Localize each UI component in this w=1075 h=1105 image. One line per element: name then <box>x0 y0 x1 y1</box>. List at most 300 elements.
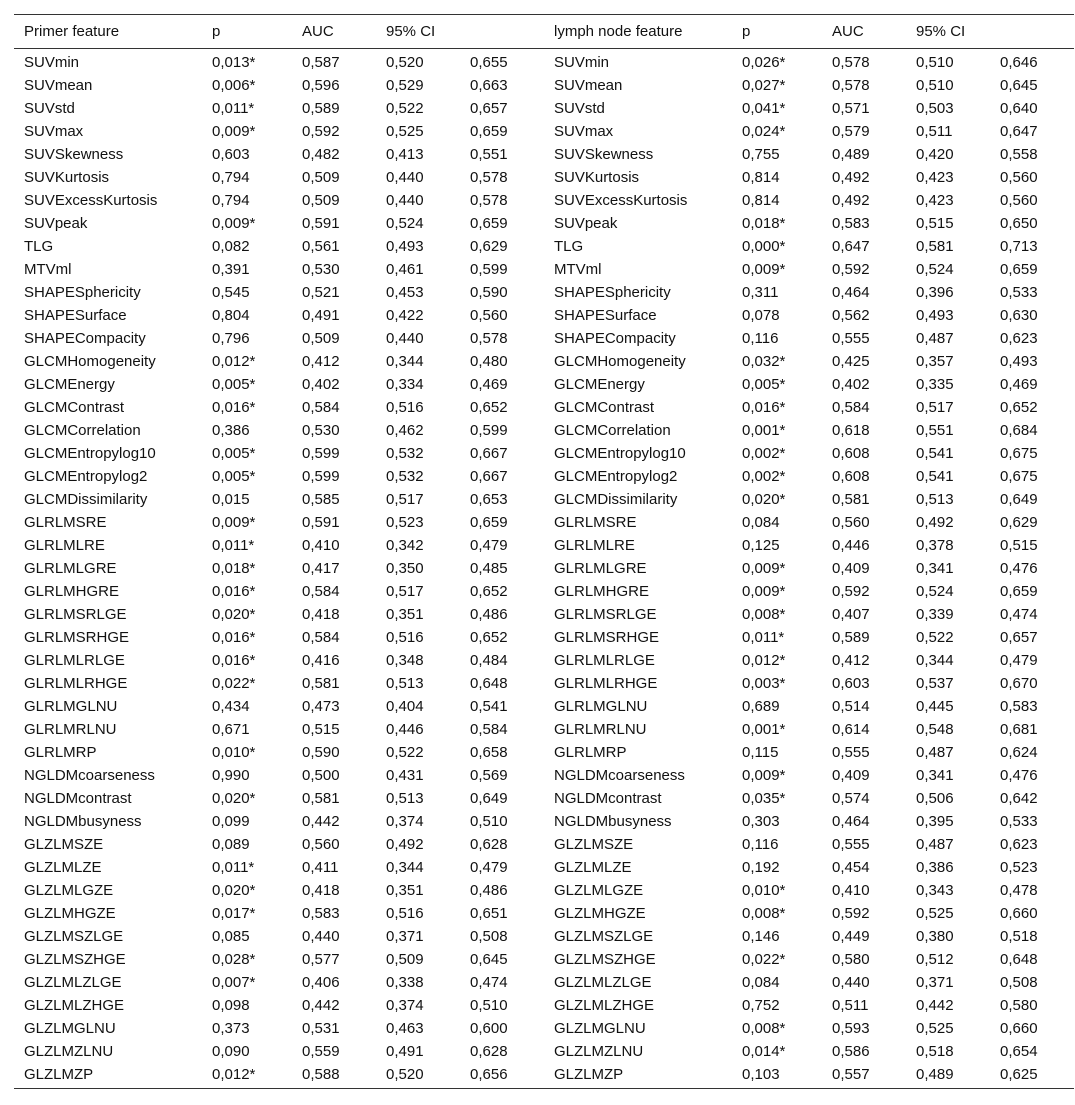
cell-lymph-p: 0,002* <box>742 468 786 485</box>
cell-lymph-ci-lower: 0,541 <box>916 445 954 462</box>
cell-primer-feature: GLZLMLZLGE <box>24 974 122 991</box>
cell-lymph-auc: 0,608 <box>832 468 870 485</box>
table-row <box>14 120 1074 143</box>
cell-lymph-ci-lower: 0,395 <box>916 813 954 830</box>
cell-lymph-ci-upper: 0,493 <box>1000 353 1038 370</box>
cell-primer-p: 0,020* <box>212 606 256 623</box>
table-row <box>14 810 1074 833</box>
cell-lymph-feature: SHAPECompacity <box>554 330 676 347</box>
cell-lymph-feature: SHAPESurface <box>554 307 657 324</box>
cell-lymph-auc: 0,410 <box>832 882 870 899</box>
cell-primer-p: 0,011* <box>212 537 255 554</box>
cell-primer-p: 0,011* <box>212 859 255 876</box>
cell-lymph-ci-upper: 0,652 <box>1000 399 1038 416</box>
cell-primer-auc: 0,599 <box>302 445 340 462</box>
cell-lymph-p: 0,003* <box>742 675 786 692</box>
cell-primer-feature: GLZLMZLNU <box>24 1043 114 1060</box>
cell-primer-auc: 0,402 <box>302 376 340 393</box>
header-lymph-ci: 95% CI <box>906 15 990 49</box>
cell-lymph-auc: 0,571 <box>832 100 870 117</box>
cell-primer-ci-lower: 0,516 <box>386 629 424 646</box>
cell-primer-p: 0,022* <box>212 675 256 692</box>
cell-primer-p: 0,796 <box>212 330 250 347</box>
cell-primer-p: 0,005* <box>212 468 256 485</box>
cell-primer-ci-lower: 0,440 <box>386 192 424 209</box>
cell-lymph-auc: 0,425 <box>832 353 870 370</box>
cell-primer-ci-lower: 0,422 <box>386 307 424 324</box>
cell-primer-feature: GLZLMSZE <box>24 836 104 853</box>
cell-primer-feature: GLRLMLRE <box>24 537 105 554</box>
cell-primer-ci-lower: 0,517 <box>386 491 424 508</box>
cell-lymph-ci-upper: 0,647 <box>1000 123 1038 140</box>
cell-primer-auc: 0,416 <box>302 652 340 669</box>
cell-lymph-ci-upper: 0,583 <box>1000 698 1038 715</box>
cell-primer-feature: SUVmean <box>24 77 93 94</box>
header-primer-p: p <box>202 15 292 49</box>
cell-lymph-ci-lower: 0,341 <box>916 767 954 784</box>
cell-lymph-feature: GLZLMLZLGE <box>554 974 652 991</box>
cell-lymph-p: 0,116 <box>742 330 779 347</box>
table-body <box>14 49 1074 1089</box>
cell-lymph-auc: 0,574 <box>832 790 870 807</box>
cell-lymph-feature: NGLDMcoarseness <box>554 767 685 784</box>
cell-primer-ci-lower: 0,334 <box>386 376 424 393</box>
cell-primer-ci-lower: 0,440 <box>386 330 424 347</box>
cell-primer-ci-upper: 0,656 <box>460 1063 544 1089</box>
table-row <box>14 764 1074 787</box>
cell-lymph-feature: GLZLMSZLGE <box>554 928 654 945</box>
cell-primer-ci-upper: 0,590 <box>470 284 508 301</box>
table-row <box>14 856 1074 879</box>
cell-primer-p: 0,012* <box>212 353 256 370</box>
cell-primer-p: 0,434 <box>212 698 250 715</box>
cell-primer-ci-upper: 0,663 <box>470 77 508 94</box>
cell-lymph-p: 0,084 <box>742 514 780 531</box>
cell-lymph-auc: 0,514 <box>832 698 870 715</box>
cell-lymph-p: 0,303 <box>742 813 780 830</box>
cell-lymph-auc: 0,454 <box>832 859 870 876</box>
cell-primer-ci-upper: 0,659 <box>470 123 508 140</box>
cell-lymph-auc: 0,603 <box>832 675 870 692</box>
cell-lymph-p: 0,078 <box>742 307 780 324</box>
cell-primer-feature: SHAPESphericity <box>24 284 141 301</box>
table-row <box>14 879 1074 902</box>
cell-primer-auc: 0,584 <box>302 629 340 646</box>
cell-lymph-feature: GLCMHomogeneity <box>554 353 686 370</box>
cell-lymph-feature: SHAPESphericity <box>554 284 671 301</box>
cell-lymph-ci-upper: 0,645 <box>1000 77 1038 94</box>
table-row <box>14 304 1074 327</box>
cell-lymph-auc: 0,583 <box>832 215 870 232</box>
cell-primer-ci-lower: 0,532 <box>386 468 424 485</box>
cell-lymph-auc: 0,555 <box>832 744 870 761</box>
cell-lymph-ci-lower: 0,493 <box>916 307 954 324</box>
cell-lymph-auc: 0,560 <box>832 514 870 531</box>
cell-lymph-feature: GLRLMGLNU <box>554 698 648 715</box>
cell-lymph-ci-lower: 0,386 <box>916 859 954 876</box>
cell-lymph-p: 0,311 <box>742 284 779 301</box>
table-row <box>14 327 1074 350</box>
cell-primer-ci-upper: 0,560 <box>470 307 508 324</box>
table-row <box>14 534 1074 557</box>
cell-primer-ci-upper: 0,628 <box>470 836 508 853</box>
cell-primer-p: 0,013* <box>212 54 256 71</box>
cell-primer-p: 0,794 <box>212 192 250 209</box>
cell-lymph-feature: GLZLMGLNU <box>554 1020 646 1037</box>
cell-lymph-ci-lower: 0,335 <box>916 376 954 393</box>
cell-primer-feature: GLZLMZP <box>14 1063 202 1089</box>
cell-primer-ci-upper: 0,486 <box>470 606 508 623</box>
cell-primer-ci-upper: 0,667 <box>470 468 508 485</box>
cell-primer-feature: MTVml <box>24 261 72 278</box>
cell-primer-auc: 0,412 <box>302 353 340 370</box>
cell-lymph-feature: GLRLMLRHGE <box>554 675 658 692</box>
cell-primer-ci-upper: 0,508 <box>470 928 508 945</box>
cell-lymph-feature: SUVstd <box>554 100 605 117</box>
cell-lymph-feature: GLRLMLRE <box>554 537 635 554</box>
cell-primer-p: 0,009* <box>212 215 256 232</box>
table-row <box>14 580 1074 603</box>
cell-primer-auc: 0,561 <box>302 238 340 255</box>
cell-primer-feature: TLG <box>24 238 54 255</box>
cell-primer-auc: 0,473 <box>302 698 340 715</box>
cell-lymph-auc: 0,618 <box>832 422 870 439</box>
cell-lymph-ci-lower: 0,510 <box>916 77 954 94</box>
cell-primer-p: 0,804 <box>212 307 250 324</box>
cell-lymph-ci-lower: 0,515 <box>916 215 954 232</box>
cell-primer-ci-lower: 0,529 <box>386 77 424 94</box>
cell-primer-auc: 0,509 <box>302 330 340 347</box>
cell-primer-ci-lower: 0,446 <box>386 721 424 738</box>
cell-lymph-p: 0,009* <box>742 560 786 577</box>
cell-primer-auc: 0,560 <box>302 836 340 853</box>
cell-lymph-ci-lower: 0,489 <box>906 1063 990 1089</box>
cell-primer-feature: GLCMCorrelation <box>24 422 141 439</box>
table-row <box>14 603 1074 626</box>
cell-lymph-p: 0,192 <box>742 859 780 876</box>
cell-primer-ci-lower: 0,413 <box>386 146 424 163</box>
cell-primer-ci-lower: 0,523 <box>386 514 424 531</box>
cell-lymph-p: 0,041* <box>742 100 786 117</box>
cell-primer-p: 0,016* <box>212 652 256 669</box>
cell-lymph-p: 0,012* <box>742 652 786 669</box>
cell-primer-ci-upper: 0,469 <box>470 376 508 393</box>
cell-primer-ci-upper: 0,652 <box>470 583 508 600</box>
cell-lymph-p: 0,016* <box>742 399 786 416</box>
cell-primer-ci-upper: 0,658 <box>470 744 508 761</box>
cell-primer-p: 0,028* <box>212 951 256 968</box>
cell-lymph-auc: 0,592 <box>832 261 870 278</box>
cell-lymph-p: 0,000* <box>742 238 786 255</box>
header-lymph-feature: lymph node feature <box>544 15 732 49</box>
cell-primer-p: 0,085 <box>212 928 250 945</box>
cell-lymph-auc: 0,592 <box>832 905 870 922</box>
cell-primer-ci-lower: 0,525 <box>386 123 424 140</box>
cell-primer-p: 0,016* <box>212 399 256 416</box>
cell-lymph-ci-upper: 0,474 <box>1000 606 1038 623</box>
cell-primer-p: 0,794 <box>212 169 250 186</box>
table-row <box>14 49 1074 75</box>
cell-lymph-ci-upper: 0,515 <box>1000 537 1038 554</box>
cell-lymph-ci-upper: 0,533 <box>1000 284 1038 301</box>
table-row <box>14 419 1074 442</box>
cell-primer-ci-upper: 0,578 <box>470 169 508 186</box>
cell-lymph-p: 0,755 <box>742 146 780 163</box>
cell-lymph-ci-lower: 0,423 <box>916 192 954 209</box>
cell-lymph-p: 0,027* <box>742 77 786 94</box>
cell-primer-p: 0,671 <box>212 721 250 738</box>
cell-lymph-auc: 0,440 <box>832 974 870 991</box>
cell-lymph-feature: GLCMEnergy <box>554 376 645 393</box>
table-row <box>14 373 1074 396</box>
cell-lymph-ci-lower: 0,339 <box>916 606 954 623</box>
cell-primer-auc: 0,587 <box>302 54 340 71</box>
table-row <box>14 1017 1074 1040</box>
cell-primer-auc: 0,585 <box>302 491 340 508</box>
cell-primer-p: 0,082 <box>212 238 250 255</box>
cell-lymph-ci-upper: 0,681 <box>1000 721 1038 738</box>
cell-primer-auc: 0,491 <box>302 307 340 324</box>
cell-lymph-ci-lower: 0,442 <box>916 997 954 1014</box>
cell-primer-ci-upper: 0,510 <box>470 997 508 1014</box>
cell-lymph-feature: NGLDMcontrast <box>554 790 662 807</box>
cell-lymph-ci-upper: 0,476 <box>1000 767 1038 784</box>
cell-lymph-auc: 0,580 <box>832 951 870 968</box>
cell-lymph-p: 0,146 <box>742 928 780 945</box>
cell-primer-ci-upper: 0,569 <box>470 767 508 784</box>
cell-lymph-feature: GLRLMLRLGE <box>554 652 655 669</box>
cell-primer-ci-upper: 0,510 <box>470 813 508 830</box>
table-row <box>14 488 1074 511</box>
cell-primer-ci-upper: 0,648 <box>470 675 508 692</box>
cell-primer-auc: 0,500 <box>302 767 340 784</box>
cell-lymph-feature: GLZLMZLNU <box>554 1043 644 1060</box>
cell-lymph-auc: 0,402 <box>832 376 870 393</box>
cell-primer-ci-lower: 0,431 <box>386 767 424 784</box>
cell-lymph-ci-lower: 0,420 <box>916 146 954 163</box>
cell-lymph-ci-upper: 0,629 <box>1000 514 1038 531</box>
cell-lymph-feature: GLZLMLGZE <box>554 882 644 899</box>
cell-primer-feature: GLRLMRP <box>24 744 97 761</box>
cell-lymph-auc: 0,593 <box>832 1020 870 1037</box>
cell-primer-feature: SHAPESurface <box>24 307 127 324</box>
cell-lymph-feature: GLCMDissimilarity <box>554 491 678 508</box>
cell-lymph-feature: GLCMContrast <box>554 399 655 416</box>
cell-primer-ci-upper: 0,480 <box>470 353 508 370</box>
cell-lymph-ci-upper: 0,518 <box>1000 928 1038 945</box>
cell-lymph-feature: SUVpeak <box>554 215 618 232</box>
cell-primer-ci-upper: 0,541 <box>470 698 508 715</box>
cell-primer-ci-lower: 0,513 <box>386 790 424 807</box>
cell-lymph-feature: GLRLMSRLGE <box>554 606 657 623</box>
cell-lymph-auc: 0,589 <box>832 629 870 646</box>
cell-lymph-feature: SUVmin <box>554 54 610 71</box>
cell-lymph-p: 0,009* <box>742 583 786 600</box>
cell-lymph-ci-upper: 0,523 <box>1000 859 1038 876</box>
cell-primer-auc: 0,599 <box>302 468 340 485</box>
cell-lymph-auc: 0,584 <box>832 399 870 416</box>
cell-primer-p: 0,009* <box>212 123 256 140</box>
cell-lymph-auc: 0,409 <box>832 767 870 784</box>
cell-lymph-ci-upper: 0,659 <box>1000 583 1038 600</box>
cell-lymph-auc: 0,511 <box>832 997 869 1014</box>
cell-primer-auc: 0,592 <box>302 123 340 140</box>
cell-primer-feature: NGLDMcontrast <box>24 790 132 807</box>
cell-lymph-ci-upper: 0,624 <box>1000 744 1038 761</box>
cell-primer-ci-lower: 0,350 <box>386 560 424 577</box>
cell-lymph-auc: 0,608 <box>832 445 870 462</box>
cell-primer-ci-lower: 0,342 <box>386 537 424 554</box>
cell-lymph-feature: GLRLMSRHGE <box>554 629 660 646</box>
table-row <box>14 281 1074 304</box>
cell-lymph-p: 0,026* <box>742 54 786 71</box>
cell-lymph-p: 0,752 <box>742 997 780 1014</box>
cell-primer-ci-lower: 0,522 <box>386 100 424 117</box>
cell-primer-ci-upper: 0,652 <box>470 399 508 416</box>
cell-primer-ci-lower: 0,453 <box>386 284 424 301</box>
cell-primer-ci-lower: 0,463 <box>386 1020 424 1037</box>
cell-lymph-feature: SUVmax <box>554 123 614 140</box>
cell-primer-feature: GLRLMHGRE <box>24 583 120 600</box>
cell-primer-ci-upper: 0,649 <box>470 790 508 807</box>
cell-primer-auc: 0,531 <box>302 1020 340 1037</box>
cell-lymph-feature: GLZLMLZE <box>554 859 632 876</box>
cell-primer-feature: GLZLMLGZE <box>24 882 114 899</box>
header-row <box>14 15 1074 49</box>
cell-primer-ci-lower: 0,493 <box>386 238 424 255</box>
cell-lymph-auc: 0,557 <box>822 1063 906 1089</box>
cell-lymph-auc: 0,592 <box>832 583 870 600</box>
cell-primer-auc: 0,584 <box>302 399 340 416</box>
cell-primer-feature: GLRLMSRLGE <box>24 606 127 623</box>
cell-lymph-ci-upper: 0,675 <box>1000 468 1038 485</box>
cell-primer-auc: 0,417 <box>302 560 340 577</box>
table-row <box>14 971 1074 994</box>
cell-primer-p: 0,006* <box>212 77 256 94</box>
cell-lymph-ci-upper: 0,580 <box>1000 997 1038 1014</box>
cell-primer-p: 0,005* <box>212 376 256 393</box>
cell-lymph-auc: 0,647 <box>832 238 870 255</box>
cell-primer-ci-upper: 0,628 <box>470 1043 508 1060</box>
cell-primer-p: 0,017* <box>212 905 256 922</box>
table-row <box>14 143 1074 166</box>
cell-lymph-p: 0,002* <box>742 445 786 462</box>
table-row <box>14 695 1074 718</box>
cell-primer-ci-lower: 0,522 <box>386 744 424 761</box>
cell-primer-feature: GLRLMLGRE <box>24 560 117 577</box>
cell-primer-ci-lower: 0,516 <box>386 399 424 416</box>
cell-lymph-ci-lower: 0,396 <box>916 284 954 301</box>
cell-primer-auc: 0,442 <box>302 813 340 830</box>
cell-lymph-ci-upper: 0,476 <box>1000 560 1038 577</box>
cell-primer-feature: SUVSkewness <box>24 146 124 163</box>
cell-primer-feature: GLCMEntropylog2 <box>24 468 148 485</box>
table-row <box>14 350 1074 373</box>
cell-lymph-auc: 0,412 <box>832 652 870 669</box>
cell-lymph-p: 0,116 <box>742 836 779 853</box>
cell-lymph-ci-lower: 0,513 <box>916 491 954 508</box>
cell-lymph-p: 0,009* <box>742 767 786 784</box>
cell-primer-p: 0,009* <box>212 514 256 531</box>
cell-lymph-p: 0,032* <box>742 353 786 370</box>
cell-lymph-p: 0,008* <box>742 606 786 623</box>
cell-primer-ci-upper: 0,486 <box>470 882 508 899</box>
cell-primer-feature: SUVKurtosis <box>24 169 110 186</box>
cell-primer-p: 0,012* <box>202 1063 292 1089</box>
header-lymph-ci-upper <box>990 15 1074 49</box>
cell-lymph-ci-lower: 0,525 <box>916 1020 954 1037</box>
cell-lymph-ci-upper: 0,660 <box>1000 1020 1038 1037</box>
cell-lymph-ci-lower: 0,371 <box>916 974 954 991</box>
cell-primer-ci-lower: 0,344 <box>386 353 424 370</box>
cell-primer-feature: GLZLMSZHGE <box>24 951 126 968</box>
header-primer-ci-upper <box>460 15 544 49</box>
cell-lymph-auc: 0,578 <box>832 77 870 94</box>
cell-lymph-ci-upper: 0,642 <box>1000 790 1038 807</box>
cell-lymph-p: 0,115 <box>742 744 779 761</box>
cell-primer-ci-upper: 0,551 <box>470 146 508 163</box>
cell-lymph-ci-lower: 0,378 <box>916 537 954 554</box>
cell-primer-auc: 0,591 <box>302 215 340 232</box>
cell-lymph-ci-lower: 0,492 <box>916 514 954 531</box>
table-row <box>14 1063 1074 1089</box>
cell-lymph-feature: GLCMCorrelation <box>554 422 671 439</box>
header-lymph-p: p <box>732 15 822 49</box>
cell-primer-feature: GLRLMGLNU <box>24 698 118 715</box>
table-row <box>14 741 1074 764</box>
cell-lymph-p: 0,022* <box>742 951 786 968</box>
cell-primer-ci-upper: 0,578 <box>470 330 508 347</box>
cell-primer-ci-lower: 0,509 <box>386 951 424 968</box>
cell-primer-ci-upper: 0,659 <box>470 215 508 232</box>
cell-lymph-auc: 0,409 <box>832 560 870 577</box>
cell-primer-auc: 0,509 <box>302 169 340 186</box>
table-row <box>14 948 1074 971</box>
cell-primer-ci-lower: 0,513 <box>386 675 424 692</box>
cell-lymph-ci-lower: 0,517 <box>916 399 954 416</box>
cell-primer-auc: 0,577 <box>302 951 340 968</box>
cell-lymph-ci-upper: 0,630 <box>1000 307 1038 324</box>
cell-primer-p: 0,020* <box>212 882 256 899</box>
cell-primer-p: 0,545 <box>212 284 250 301</box>
cell-primer-feature: GLRLMSRHGE <box>24 629 130 646</box>
cell-lymph-p: 0,018* <box>742 215 786 232</box>
cell-lymph-p: 0,689 <box>742 698 780 715</box>
cell-primer-ci-upper: 0,653 <box>470 491 508 508</box>
cell-primer-feature: GLRLMRLNU <box>24 721 117 738</box>
table-row <box>14 925 1074 948</box>
cell-lymph-ci-upper: 0,660 <box>1000 905 1038 922</box>
cell-lymph-ci-upper: 0,560 <box>1000 192 1038 209</box>
cell-primer-ci-upper: 0,645 <box>470 951 508 968</box>
cell-primer-auc: 0,418 <box>302 882 340 899</box>
cell-lymph-ci-lower: 0,551 <box>916 422 954 439</box>
cell-lymph-ci-upper: 0,508 <box>1000 974 1038 991</box>
cell-primer-ci-lower: 0,492 <box>386 836 424 853</box>
cell-lymph-ci-lower: 0,506 <box>916 790 954 807</box>
cell-primer-ci-upper: 0,651 <box>470 905 508 922</box>
cell-primer-p: 0,603 <box>212 146 250 163</box>
cell-lymph-ci-lower: 0,423 <box>916 169 954 186</box>
cell-lymph-ci-lower: 0,380 <box>916 928 954 945</box>
cell-primer-feature: SUVstd <box>24 100 75 117</box>
cell-primer-ci-lower: 0,338 <box>386 974 424 991</box>
cell-primer-ci-upper: 0,474 <box>470 974 508 991</box>
cell-lymph-ci-lower: 0,510 <box>916 54 954 71</box>
cell-primer-ci-upper: 0,600 <box>470 1020 508 1037</box>
cell-lymph-ci-lower: 0,522 <box>916 629 954 646</box>
cell-primer-ci-lower: 0,351 <box>386 882 424 899</box>
